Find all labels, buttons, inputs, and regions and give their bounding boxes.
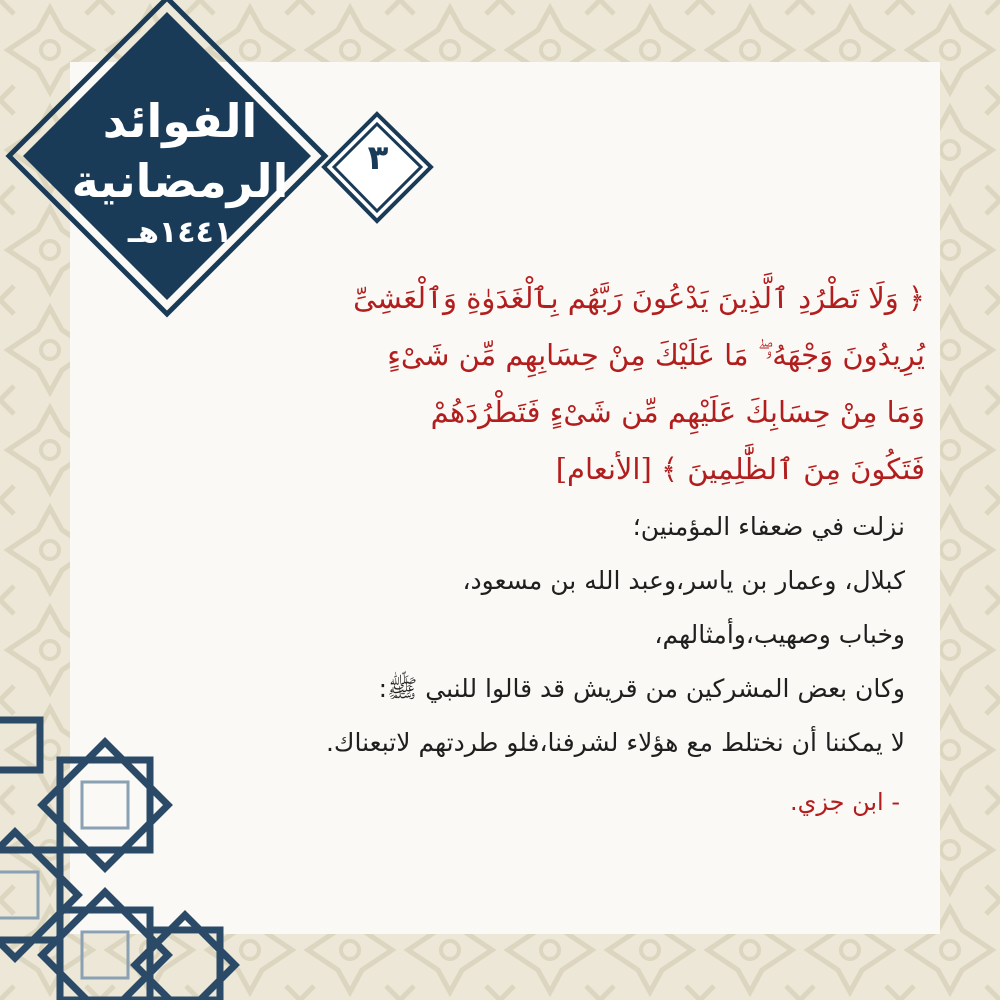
- badge-year: ١٤٤١هـ: [127, 215, 233, 250]
- verse-line: وَمَا مِنْ حِسَابِكَ عَلَيْهِم مِّن شَىْءٍ فَتَطْرُدَهُمْ: [430, 395, 925, 429]
- verse-line: يُرِيدُونَ وَجْهَهُۥ ۖ مَا عَلَيْكَ مِنْ حِسَابِهِم مِّن شَىْءٍ: [387, 338, 925, 372]
- tafsir-explanation: [95, 500, 905, 770]
- explanation-line: وكان بعض المشركين من قريش قد قالوا للنبي ﷺ:: [378, 674, 905, 703]
- explanation-line: نزلت في ضعفاء المؤمنين؛: [632, 512, 905, 541]
- card-number: ٣: [367, 138, 389, 178]
- verse-line: ﴿ وَلَا تَطْرُدِ ٱلَّذِينَ يَدْعُونَ رَبَّهُم بِٱلْغَدَوٰةِ وَٱلْعَشِىِّ: [353, 281, 925, 315]
- quran-verse: [130, 270, 925, 498]
- explanation-line: لا يمكننا أن نختلط مع هؤلاء لشرفنا،فلو طردتهم لاتبعناك.: [325, 728, 905, 757]
- badge-title-line1: الفوائد: [102, 94, 258, 148]
- attribution: - ابن جزي.: [789, 788, 900, 816]
- explanation-line: وخباب وصهيب،وأمثالهم،: [654, 620, 905, 649]
- verse-line: فَتَكُونَ مِنَ ٱلظَّٰلِمِينَ ﴾ [الأنعام]: [555, 452, 925, 486]
- explanation-line: كبلال، وعمار بن ياسر،وعبد الله بن مسعود،: [462, 566, 905, 595]
- badge-title-line2: الرمضانية: [71, 154, 289, 208]
